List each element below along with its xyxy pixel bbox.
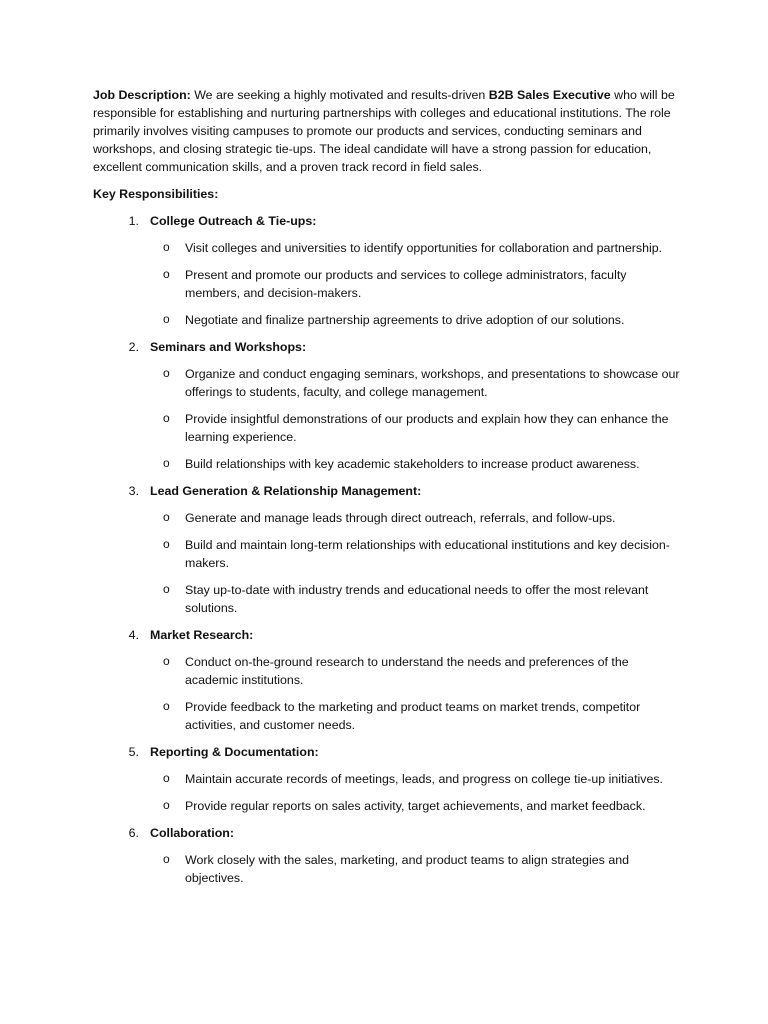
bullet-item bbox=[93, 581, 683, 617]
section-number: 2. bbox=[128, 340, 139, 354]
hollow-bullet-icon: o bbox=[163, 267, 170, 281]
bullet-text: Organize and conduct engaging seminars, workshops, and presentations to showcase our offerings to students, faculty, and college management. bbox=[185, 367, 680, 399]
bullet-text: Build and maintain long-term relationships with educational institutions and key decision-makers. bbox=[185, 538, 670, 570]
bullet-marker-cell bbox=[93, 410, 185, 446]
document-body bbox=[93, 86, 683, 896]
hollow-bullet-icon: o bbox=[163, 852, 170, 866]
responsibility-section bbox=[93, 824, 683, 887]
section-number: 4. bbox=[128, 628, 139, 642]
bullet-marker-cell bbox=[93, 851, 185, 887]
responsibility-section bbox=[93, 338, 683, 473]
key-responsibilities-heading: Key Responsibilities: bbox=[93, 187, 219, 201]
bullet-marker-cell bbox=[93, 365, 185, 401]
bullet-marker-cell bbox=[93, 509, 185, 527]
section-number: 5. bbox=[128, 745, 139, 759]
bullet-marker-cell bbox=[93, 797, 185, 815]
bullet-text: Negotiate and finalize partnership agreements to drive adoption of our solutions. bbox=[185, 313, 625, 327]
section-number: 6. bbox=[128, 826, 139, 840]
hollow-bullet-icon: o bbox=[163, 798, 170, 812]
bullet-item bbox=[93, 653, 683, 689]
section-number-cell bbox=[93, 212, 139, 230]
bullet-marker-cell bbox=[93, 311, 185, 329]
bullet-text: Present and promote our products and services to college administrators, faculty members, and decision-makers. bbox=[185, 268, 627, 300]
section-header bbox=[93, 338, 683, 356]
intro-text-1: We are seeking a highly motivated and results-driven bbox=[190, 88, 489, 102]
bullet-marker-cell bbox=[93, 698, 185, 734]
bullet-item bbox=[93, 239, 683, 257]
responsibility-section bbox=[93, 743, 683, 815]
bullet-marker-cell bbox=[93, 653, 185, 689]
section-title: Collaboration: bbox=[150, 826, 234, 840]
bullet-list bbox=[93, 239, 683, 329]
bullet-marker-cell bbox=[93, 239, 185, 257]
bullet-item bbox=[93, 851, 683, 887]
section-header bbox=[93, 482, 683, 500]
bullet-list bbox=[93, 851, 683, 887]
hollow-bullet-icon: o bbox=[163, 582, 170, 596]
role-title: B2B Sales Executive bbox=[488, 88, 611, 102]
bullet-text: Conduct on-the-ground research to understand the needs and preferences of the academic institutions. bbox=[185, 655, 629, 687]
bullet-item bbox=[93, 536, 683, 572]
bullet-item bbox=[93, 698, 683, 734]
bullet-item bbox=[93, 797, 683, 815]
intro-text-2: who will be responsible for establishing and nurturing partnerships with colleges and educational institutions. The role primarily involves visiting campuses to promote our products and services, conducting seminars and workshops, and closing strategic tie-ups. The ideal candidate will have a strong passion for education, excellent communication skills, and a proven track record in field sales. bbox=[93, 88, 675, 174]
section-number-cell bbox=[93, 626, 139, 644]
hollow-bullet-icon: o bbox=[163, 771, 170, 785]
bullet-item bbox=[93, 455, 683, 473]
responsibility-section bbox=[93, 482, 683, 617]
bullet-marker-cell bbox=[93, 266, 185, 302]
hollow-bullet-icon: o bbox=[163, 312, 170, 326]
bullet-list bbox=[93, 365, 683, 473]
bullet-marker-cell bbox=[93, 770, 185, 788]
section-number: 3. bbox=[128, 484, 139, 498]
section-number-cell bbox=[93, 743, 139, 761]
responsibility-section bbox=[93, 626, 683, 734]
hollow-bullet-icon: o bbox=[163, 411, 170, 425]
section-title: Reporting & Documentation: bbox=[150, 745, 319, 759]
section-title: Seminars and Workshops: bbox=[150, 340, 307, 354]
bullet-list bbox=[93, 653, 683, 734]
bullet-marker-cell bbox=[93, 455, 185, 473]
section-header bbox=[93, 212, 683, 230]
bullet-marker-cell bbox=[93, 581, 185, 617]
bullet-text: Visit colleges and universities to identify opportunities for collaboration and partnership. bbox=[185, 241, 663, 255]
job-description-paragraph bbox=[93, 86, 683, 176]
job-description-label: Job Description: bbox=[93, 88, 191, 102]
bullet-text: Build relationships with key academic stakeholders to increase product awareness. bbox=[185, 457, 640, 471]
responsibility-section bbox=[93, 212, 683, 329]
bullet-item bbox=[93, 365, 683, 401]
responsibilities-list bbox=[93, 212, 683, 887]
section-number: 1. bbox=[128, 214, 139, 228]
hollow-bullet-icon: o bbox=[163, 240, 170, 254]
bullet-item bbox=[93, 770, 683, 788]
bullet-item bbox=[93, 266, 683, 302]
hollow-bullet-icon: o bbox=[163, 366, 170, 380]
hollow-bullet-icon: o bbox=[163, 510, 170, 524]
hollow-bullet-icon: o bbox=[163, 456, 170, 470]
bullet-text: Generate and manage leads through direct outreach, referrals, and follow-ups. bbox=[185, 511, 616, 525]
section-header bbox=[93, 626, 683, 644]
bullet-list bbox=[93, 509, 683, 617]
hollow-bullet-icon: o bbox=[163, 654, 170, 668]
section-header bbox=[93, 743, 683, 761]
bullet-text: Stay up-to-date with industry trends and educational needs to offer the most relevant solutions. bbox=[185, 583, 649, 615]
bullet-text: Provide feedback to the marketing and product teams on market trends, competitor activities, and customer needs. bbox=[185, 700, 641, 732]
section-title: Lead Generation & Relationship Management: bbox=[150, 484, 422, 498]
bullet-item bbox=[93, 410, 683, 446]
section-header bbox=[93, 824, 683, 842]
bullet-item bbox=[93, 509, 683, 527]
section-title: Market Research: bbox=[150, 628, 254, 642]
hollow-bullet-icon: o bbox=[163, 699, 170, 713]
hollow-bullet-icon: o bbox=[163, 537, 170, 551]
bullet-text: Work closely with the sales, marketing, and product teams to align strategies and objectives. bbox=[185, 853, 629, 885]
bullet-list bbox=[93, 770, 683, 815]
bullet-text: Provide regular reports on sales activity, target achievements, and market feedback. bbox=[185, 799, 646, 813]
bullet-text: Maintain accurate records of meetings, leads, and progress on college tie-up initiatives. bbox=[185, 772, 663, 786]
section-number-cell bbox=[93, 824, 139, 842]
section-number-cell bbox=[93, 338, 139, 356]
bullet-text: Provide insightful demonstrations of our products and explain how they can enhance the learning experience. bbox=[185, 412, 669, 444]
bullet-marker-cell bbox=[93, 536, 185, 572]
section-title: College Outreach & Tie-ups: bbox=[150, 214, 317, 228]
bullet-item bbox=[93, 311, 683, 329]
section-number-cell bbox=[93, 482, 139, 500]
